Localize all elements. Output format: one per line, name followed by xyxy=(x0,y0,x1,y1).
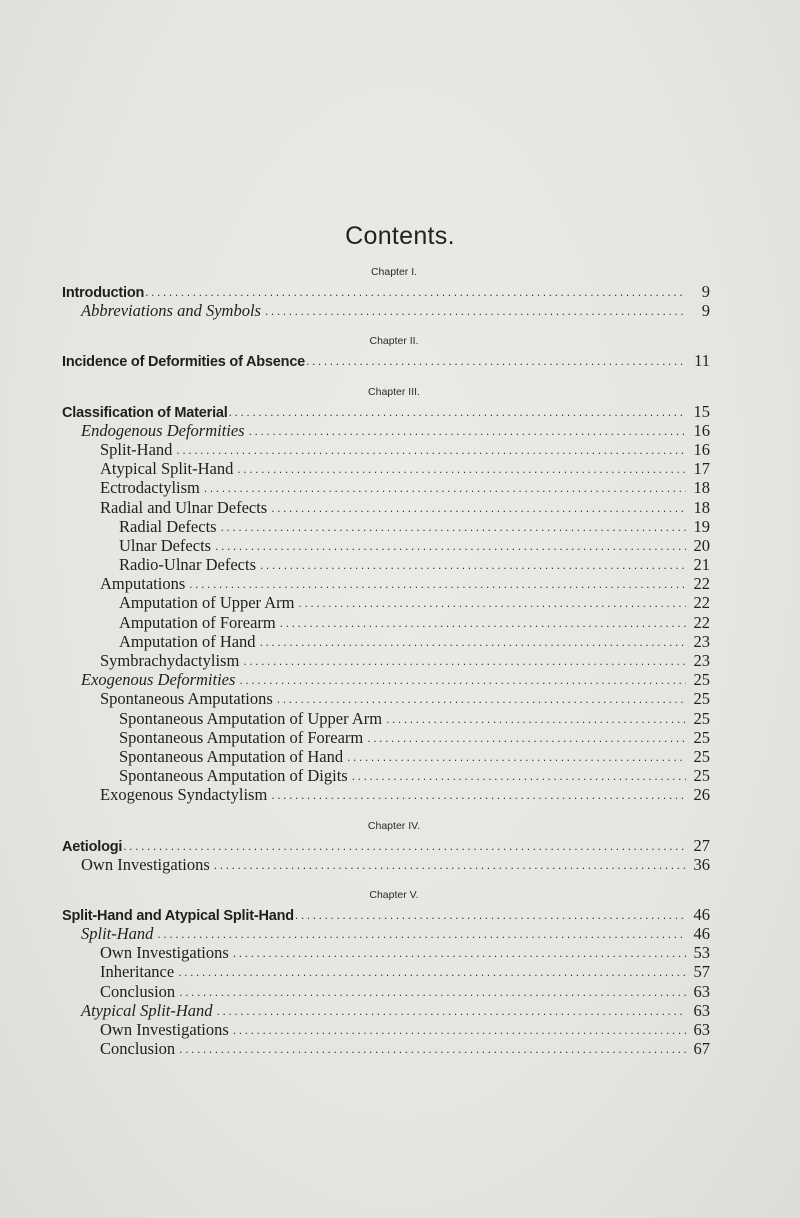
toc-entry[interactable] xyxy=(62,632,712,651)
dot-leader xyxy=(306,352,686,371)
toc-entry-label: Conclusion xyxy=(100,981,176,1001)
toc-entry-label: Incidence of Deformities of Absence xyxy=(62,354,306,371)
toc-page-number: 26 xyxy=(693,785,710,805)
table-of-contents xyxy=(62,265,712,1058)
toc-page-number: 36 xyxy=(693,854,710,874)
toc-entry[interactable] xyxy=(62,905,712,924)
toc-entry[interactable] xyxy=(62,785,712,804)
toc-entry-label: Amputation of Forearm xyxy=(119,612,276,632)
toc-page-number: 25 xyxy=(693,689,710,709)
toc-entry[interactable] xyxy=(62,536,712,555)
toc-page-number: 67 xyxy=(693,1039,710,1059)
toc-entry[interactable] xyxy=(62,498,712,517)
toc-entry[interactable] xyxy=(62,613,712,632)
toc-page-number: 15 xyxy=(693,401,710,421)
toc-page-number: 23 xyxy=(693,651,710,670)
dot-leader xyxy=(243,652,686,671)
toc-page-number: 46 xyxy=(693,924,710,944)
toc-page-number: 63 xyxy=(693,981,710,1001)
chapter-heading: Chapter I. xyxy=(370,266,418,278)
toc-entry[interactable] xyxy=(62,351,712,370)
toc-entry[interactable] xyxy=(62,651,712,670)
toc-entry-label: Inheritance xyxy=(100,962,175,982)
toc-page-number: 63 xyxy=(693,1000,710,1020)
toc-entry-label: Classification of Material xyxy=(62,404,228,421)
toc-page-number: 18 xyxy=(693,497,710,517)
toc-entry-label: Spontaneous Amputation of Digits xyxy=(119,766,348,786)
toc-page-number: 22 xyxy=(693,574,710,594)
dot-leader xyxy=(347,748,686,767)
toc-entry-label: Spontaneous Amputation of Hand xyxy=(119,746,344,766)
dot-leader xyxy=(249,422,686,441)
dot-leader xyxy=(179,1040,686,1059)
dot-leader xyxy=(277,690,686,709)
toc-entry-label: Atypical Split-Hand xyxy=(81,1000,213,1020)
toc-entry[interactable] xyxy=(62,982,712,1001)
toc-entry[interactable] xyxy=(62,301,712,320)
toc-entry-label: Amputations xyxy=(100,574,186,594)
dot-leader xyxy=(299,594,686,613)
toc-entry[interactable] xyxy=(62,459,712,478)
toc-entry-label: Atypical Split-Hand xyxy=(100,459,234,479)
toc-entry-label: Spontaneous Amputation of Upper Arm xyxy=(119,708,383,728)
toc-entry-label: Split-Hand and Atypical Split-Hand xyxy=(62,907,294,924)
dot-leader xyxy=(215,537,686,556)
toc-entry-label: Amputation of Hand xyxy=(119,631,256,651)
chapter-section xyxy=(62,385,712,805)
toc-entry[interactable] xyxy=(62,440,712,459)
toc-entry-label: Spontaneous Amputation of Forearm xyxy=(119,727,364,747)
toc-entry[interactable] xyxy=(62,766,712,785)
dot-leader xyxy=(221,518,686,537)
dot-leader xyxy=(239,671,686,690)
toc-page-number: 63 xyxy=(693,1020,710,1039)
dot-leader xyxy=(233,1021,686,1040)
toc-entry-label: Amputation of Upper Arm xyxy=(119,593,295,613)
dot-leader xyxy=(204,479,686,498)
toc-page-number: 9 xyxy=(701,282,710,301)
toc-page-number: 25 xyxy=(693,708,710,728)
toc-entry-label: Introduction xyxy=(62,285,145,301)
toc-entry[interactable] xyxy=(62,555,712,574)
toc-page-number: 27 xyxy=(693,835,710,855)
chapter-section xyxy=(62,819,712,874)
toc-page-number: 16 xyxy=(693,439,710,459)
dot-leader xyxy=(280,614,686,633)
toc-entry[interactable] xyxy=(62,728,712,747)
toc-entry-label: Symbrachydactylism xyxy=(100,651,240,670)
toc-page-number: 25 xyxy=(693,746,710,766)
dot-leader xyxy=(176,441,686,460)
toc-entry-label: Exogenous Deformities xyxy=(81,670,236,690)
toc-entry[interactable] xyxy=(62,709,712,728)
toc-entry[interactable] xyxy=(62,478,712,497)
toc-entry-label: Radial Defects xyxy=(119,516,217,536)
dot-leader xyxy=(237,460,686,479)
toc-entry-label: Radio-Ulnar Defects xyxy=(119,555,256,575)
dot-leader xyxy=(217,1002,686,1021)
toc-entry-label: Radial and Ulnar Defects xyxy=(100,497,268,517)
toc-page-number: 23 xyxy=(693,631,710,651)
dot-leader xyxy=(123,837,686,856)
toc-entry-label: Own Investigations xyxy=(100,943,229,963)
toc-page-number: 25 xyxy=(693,766,710,786)
toc-entry[interactable] xyxy=(62,747,712,766)
toc-entry-label: Ectrodactylism xyxy=(100,478,200,498)
toc-entry-label: Conclusion xyxy=(100,1039,176,1059)
dot-leader xyxy=(271,499,686,518)
dot-leader xyxy=(260,633,686,652)
toc-entry[interactable] xyxy=(62,962,712,981)
toc-page-number: 18 xyxy=(693,478,710,498)
toc-page-number: 46 xyxy=(693,904,710,924)
toc-entry[interactable] xyxy=(62,1039,712,1058)
toc-entry[interactable] xyxy=(62,574,712,593)
toc-page-number: 16 xyxy=(693,420,710,440)
toc-page-number: 19 xyxy=(693,516,710,536)
toc-entry[interactable] xyxy=(62,282,712,301)
toc-entry-label: Split-Hand xyxy=(100,439,173,459)
chapter-section xyxy=(62,888,712,1059)
dot-leader xyxy=(157,925,686,944)
toc-entry-label: Exogenous Syndactylism xyxy=(100,785,268,805)
toc-entry-label: Aetiologi xyxy=(62,838,123,855)
toc-entry[interactable] xyxy=(62,943,712,962)
dot-leader xyxy=(179,983,686,1002)
chapter-heading: Chapter V. xyxy=(369,888,419,901)
toc-page-number: 11 xyxy=(694,351,710,371)
toc-page-number: 57 xyxy=(693,962,710,982)
toc-entry[interactable] xyxy=(62,855,712,874)
toc-entry[interactable] xyxy=(62,421,712,440)
toc-entry[interactable] xyxy=(62,517,712,536)
toc-entry[interactable] xyxy=(62,670,712,689)
page-title: Contents. xyxy=(345,222,455,250)
toc-entry[interactable] xyxy=(62,836,712,855)
toc-entry-label: Endogenous Deformities xyxy=(81,420,245,440)
dot-leader xyxy=(295,906,686,925)
toc-entry-label: Spontaneous Amputations xyxy=(100,689,273,709)
toc-page-number: 22 xyxy=(693,593,710,613)
chapter-heading: Chapter IV. xyxy=(367,819,421,832)
toc-page-number: 53 xyxy=(693,943,710,963)
toc-page-number: 25 xyxy=(693,727,710,747)
chapter-section xyxy=(62,265,712,320)
dot-leader xyxy=(233,944,686,963)
toc-page-number: 17 xyxy=(693,459,710,479)
dot-leader xyxy=(145,283,686,302)
dot-leader xyxy=(265,302,686,321)
dot-leader xyxy=(229,403,686,422)
toc-entry-label: Ulnar Defects xyxy=(119,535,212,555)
toc-page-number: 20 xyxy=(693,535,710,555)
dot-leader xyxy=(352,767,686,786)
toc-page-number: 22 xyxy=(693,612,710,632)
dot-leader xyxy=(214,856,686,875)
chapter-heading: Chapter III. xyxy=(368,385,420,398)
toc-page-number: 21 xyxy=(693,555,710,575)
toc-entry[interactable] xyxy=(62,402,712,421)
toc-page-number: 25 xyxy=(693,670,710,690)
toc-entry-label: Own Investigations xyxy=(81,854,210,874)
dot-leader xyxy=(271,786,686,805)
dot-leader xyxy=(178,963,686,982)
toc-entry[interactable] xyxy=(62,593,712,612)
toc-entry-label: Abbreviations and Symbols xyxy=(81,301,261,321)
toc-entry[interactable] xyxy=(62,1001,712,1020)
toc-entry-label: Own Investigations xyxy=(100,1020,229,1039)
toc-entry-label: Split-Hand xyxy=(81,924,154,944)
dot-leader xyxy=(386,710,686,729)
toc-entry[interactable] xyxy=(62,924,712,943)
dot-leader xyxy=(260,556,686,575)
toc-entry[interactable] xyxy=(62,1020,712,1039)
chapter-heading: Chapter II. xyxy=(369,335,419,348)
chapter-section xyxy=(62,334,712,370)
dot-leader xyxy=(189,575,686,594)
toc-entry[interactable] xyxy=(62,689,712,708)
toc-page-number: 9 xyxy=(701,301,710,321)
dot-leader xyxy=(367,729,686,748)
